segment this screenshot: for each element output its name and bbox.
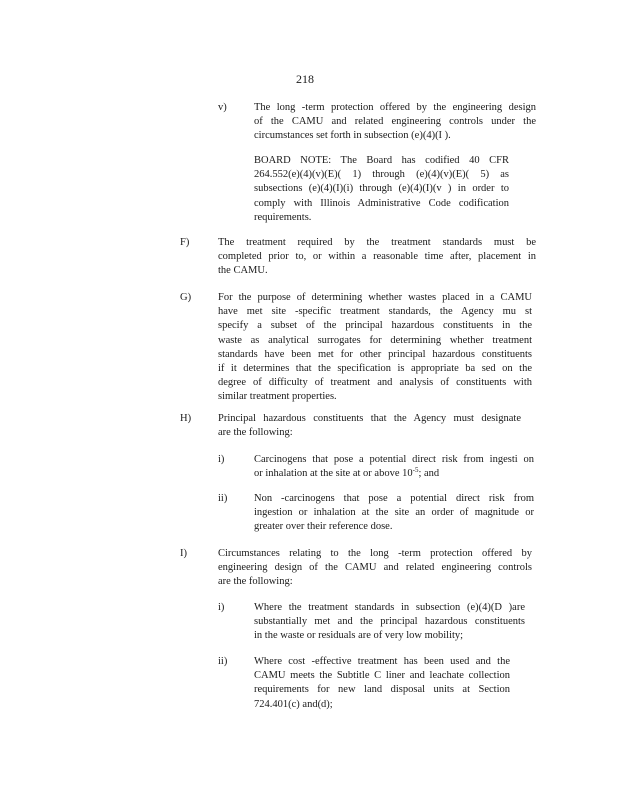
text-line: ingestion or inhalation at the site an order of magnitude or <box>254 507 534 519</box>
text-line: requirements. <box>254 211 312 223</box>
text-line: greater over their reference dose. <box>254 521 393 533</box>
text-line: 724.401(c) and(d); <box>254 698 333 710</box>
item-H-paragraph <box>218 412 521 440</box>
text-line: the CAMU. <box>218 265 268 277</box>
board-note <box>254 154 509 225</box>
text-line: 264.552(e)(4)(v)(E)( 1) through (e)(4)(v)(E)( 5) as <box>254 169 509 181</box>
text-line: have met site -specific treatment standards, the Agency mu st <box>218 306 532 318</box>
text-line: completed prior to, or within a reasonable time after, placement in <box>218 251 536 263</box>
text-line: Where cost -effective treatment has been used and the <box>254 656 510 667</box>
text-line: are the following: <box>218 427 293 439</box>
text-line: Principal hazardous constituents that the Agency must designate <box>218 413 521 424</box>
text-line: engineering design of the CAMU and related engineering controls <box>218 562 532 574</box>
item-I-paragraph <box>218 547 532 590</box>
text-line: substantially met and the principal hazardous constituents <box>254 616 525 628</box>
text-line: BOARD NOTE: The Board has codified 40 CFR <box>254 155 509 166</box>
text-line: comply with Illinois Administrative Code codification <box>254 197 509 209</box>
text-line: specify a subset of the principal hazardous constituents in the <box>218 320 532 332</box>
item-label-G: G) <box>180 292 192 303</box>
text-line: in the waste or residuals are of very low mobility; <box>254 630 464 642</box>
item-H-ii-paragraph <box>254 492 534 535</box>
item-G-paragraph <box>218 291 532 405</box>
item-I-ii-paragraph <box>254 655 510 712</box>
item-label-H: H) <box>180 413 192 424</box>
text-line <box>254 467 534 481</box>
text-line: are the following: <box>218 576 293 588</box>
text-line: Carcinogens that pose a potential direct risk from ingesti on <box>254 454 534 465</box>
item-label-I: I) <box>180 548 187 559</box>
item-label-F: F) <box>180 237 190 248</box>
text-line: requirements for new land disposal units at Section <box>254 684 510 696</box>
text-line: waste as analytical surrogates for determining whether treatment <box>218 334 532 346</box>
text-line: similar treatment properties. <box>218 391 337 403</box>
text-line: if it determines that the specification is appropriate ba sed on the <box>218 363 532 375</box>
text-line: standards have been met for other principal hazardous constituents <box>218 348 532 360</box>
text-fragment: or inhalation at the site at or above 10 <box>254 468 413 480</box>
text-line: CAMU meets the Subtitle C liner and leachate collection <box>254 670 510 682</box>
item-I-i-paragraph <box>254 601 525 644</box>
text-line: subsections (e)(4)(I)(i) through (e)(4)(I)(v ) in order to <box>254 183 509 195</box>
text-line: Non -carcinogens that pose a potential direct risk from <box>254 493 534 504</box>
text-line: circumstances set forth in subsection (e)(4)(I ). <box>254 130 451 142</box>
exponent: -5 <box>412 466 419 475</box>
text-line: of the CAMU and related engineering controls under the <box>254 116 536 128</box>
text-line: Where the treatment standards in subsection (e)(4)(D )are <box>254 602 525 613</box>
item-label-v: v) <box>218 102 227 113</box>
page-number: 218 <box>296 72 314 86</box>
text-line: The treatment required by the treatment standards must be <box>218 237 536 248</box>
item-v-paragraph <box>254 101 536 144</box>
item-F-paragraph <box>218 236 536 279</box>
item-label-I-i: i) <box>218 602 225 613</box>
text-line: The long -term protection offered by the engineering design <box>254 102 536 113</box>
text-line: Circumstances relating to the long -term protection offered by <box>218 548 532 559</box>
item-H-i-paragraph <box>254 453 534 481</box>
text-line: For the purpose of determining whether wastes placed in a CAMU <box>218 292 532 303</box>
text-line: degree of difficulty of treatment and analysis of constituents with <box>218 377 532 389</box>
item-label-H-i: i) <box>218 454 225 465</box>
text-fragment: ; and <box>418 468 440 480</box>
item-label-H-ii: ii) <box>218 493 228 504</box>
item-label-I-ii: ii) <box>218 656 228 667</box>
